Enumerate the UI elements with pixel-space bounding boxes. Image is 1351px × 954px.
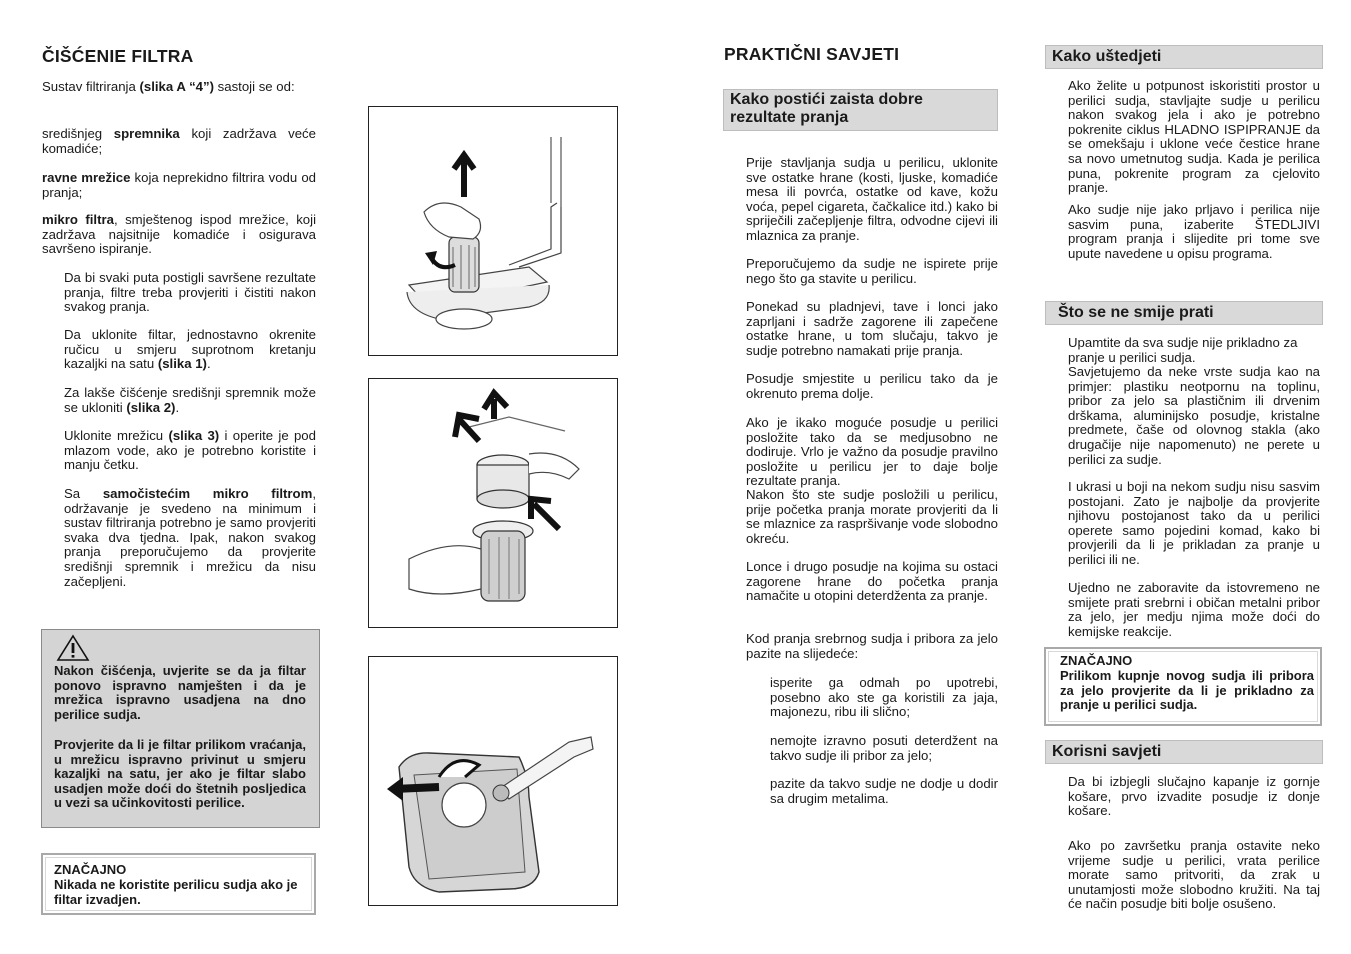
warning-text-1: Nakon čišćenja, uvjerite se da ja filtar ponovo ispravno namješten i da je mrežica ispravno usadjena na dno perilice sudja. <box>54 663 306 722</box>
note-title-right: ZNAČAJNO <box>1060 653 1133 668</box>
section-title-filter-cleaning: ČIŠĆENIE FILTRA <box>42 46 194 66</box>
tip-remove-food: Prije stavljanja sudja u perilicu, uklonite sve ostatke hrane (kosti, ljuske, komadiće mesa ili povrća, ostatke od kave, kožu voća, pepel cigareta, čačkalice itd.) kako bi spriječili začepljenje filtra, odvodne cijevi ili mlaznica za pranje. <box>746 155 998 243</box>
intro-text: Sustav filtriranja (slika A “4”) sastoji se od: <box>42 79 295 94</box>
paragraph-remove-container: Za lakše čišćenje središnji spremnik može se ukloniti (slika 2). <box>64 385 316 415</box>
subheading-useful-tips: Korisni savjeti <box>1045 740 1323 764</box>
paragraph-remove-filter: Da uklonite filtar, jednostavno okrenite ručicu u smjeru suprotnom kretanju kazaljki na satu (slika 1). <box>64 327 316 372</box>
warning-text-2: Provjerite da li je filtar prilikom vraćanja, u mrežicu ispravno privinut u smjeru kazaljki na satu, jer ako je filtar slabo usadjen može doći do štetnih posljedica u vezi sa učinkovitosti perilice. <box>54 737 306 810</box>
important-note-box-right <box>1044 647 1322 726</box>
tip-no-rinse: Preporučujemo da sudje ne ispirete prije nego što ga stavite u perilicu. <box>746 256 998 286</box>
tip-face-down: Posudje smjestite u perilicu tako da je okrenuto prema dolje. <box>746 371 998 401</box>
note-text-right: Prilikom kupnje novog sudja ili pribora za jelo provjerite da li je prikladno za pranje u perilici sudja. <box>1060 668 1314 712</box>
subheading-do-not-wash: Što se ne smije prati <box>1045 301 1323 325</box>
filter-illustration-2 <box>369 379 617 627</box>
filter-part-mesh: ravne mrežice koja neprekidno filtrira vodu od pranja; <box>42 170 316 200</box>
section-title-practical-tips: PRAKTIČNI SAVJETI <box>724 44 900 64</box>
filter-part-container: središnjeg spremnika koji zadržava veće komadiće; <box>42 126 316 156</box>
paragraph-remove-mesh: Uklonite mrežicu (slika 3) i operite je pod mlazom vode, ako je potrebno koristite i manju četku. <box>64 428 316 473</box>
nowash-text-1: Upamtite da sva sudje nije prikladno za pranje u perilici sudja. <box>1068 335 1298 365</box>
useful-text-2: Ako po završetku pranja ostavite neko vrijeme sudje u perilici, vrata perilice morate samo pritvoriti, da zrak u unutamjosti može slobodno kružiti. Na taj će način posudje biti bolje osušeno. <box>1068 838 1320 912</box>
important-note-box <box>41 853 316 915</box>
silver-tip-detergent: nemojte izravno posuti deterdžent na takvo sudje ili pribor za jelo; <box>770 733 998 763</box>
silver-tip-rinse: isperite ga odmah po upotrebi, posebno ako ste ga koristili za jaja, majonezu, ribu ili slično; <box>770 675 998 720</box>
nowash-text-4: Ujedno ne zaboravite da istovremeno ne smijete prati srebrni i običan metalni pribor za jelo, jer medju njima može doći do kemijske reakcije. <box>1068 580 1320 639</box>
tip-soak-burnt: Lonce i drugo posudje na kojima su ostaci zagorene hrane do početka pranja namačite u otopini deterdženta za pranje. <box>746 559 998 604</box>
warning-triangle-icon <box>56 634 90 662</box>
subheading-good-results: Kako postići zaista dobre rezultate pranja <box>723 89 998 131</box>
filter-illustration-1 <box>369 107 617 355</box>
warning-box <box>41 629 320 828</box>
tip-check-sprayers: Nakon što ste sudje posložili u perilicu, prije početka pranja morate provjeriti da li se mlaznice za raspršivanje vode slobodno okreću. <box>746 487 998 546</box>
tip-silverware: Kod pranja srebrnog sudja i pribora za jelo pazite na slijedeće: <box>746 631 998 661</box>
saving-text-1: Ako želite u potpunost iskoristiti prostor u perilici sudja, stavljajte sudje u perilicu nakon svakog jela i ako je potrebno pokrenite ciklus HLADNO ISPIPRANJE da se omekšaju i uklone veće čestice hrane sa novo umetnutog sudja. Kada je perilica puna, pokrenite program za cjelovito pranje. <box>1068 78 1320 196</box>
figure-3-mesh-removal <box>368 656 618 906</box>
paragraph-check-filters: Da bi svaki puta postigli savršene rezultate pranja, filtre treba provjeriti i čistiti nakon svakog pranja. <box>64 270 316 315</box>
tip-soak-pans: Ponekad su pladnjevi, tave i lonci jako zaprljani i sadrže zagorene ili zapečene ostatke hrane, u tom slučaju, takvo je sudje potrebno namakati prije pranja. <box>746 299 998 358</box>
nowash-text-2: Savjetujemo da neke vrste sudja kao na primjer: plastiku neotpornu na toplinu, pribor za jelo sa plastičnim ili drvenim drškama, aluminijsko posudje, kristalne predmete, čaše od olovnog stakla (ako drugačije nije napomenuto) ne perete u perilici za sudje. <box>1068 364 1320 467</box>
paragraph-self-cleaning: Sa samočistećim mikro filtrom, održavanje je svedeno na minimum i sustav filtriranja potrebno je samo provjeriti svaka dva tjedna. Ipak, nakon svakog pranja preporučujemo da provjerite središnji spremnik i mrežicu da nisu začepljeni. <box>64 486 317 589</box>
note-title: ZNAČAJNO <box>54 862 127 877</box>
nowash-text-3: I ukrasi u boji na nekom sudju nisu sasvim postojani. Zato je najbolje da provjerite njihovu postojanost tako da u perilici operete samo pojedini komad, kako bi provjerili da li je prikladan za pranje u perilici ili ne. <box>1068 479 1320 567</box>
silver-tip-metals: pazite da takvo sudje ne dodje u dodir sa drugim metalima. <box>770 776 998 806</box>
subheading-saving: Kako uštedjeti <box>1045 45 1323 69</box>
useful-text-1: Da bi izbjegli slučajno kapanje iz gornje košare, prvo izvadite posudje iz donje košare. <box>1068 774 1320 819</box>
filter-part-microfilter: mikro filtra, smještenog ispod mrežice, koji zadržava najsitnije komadiće i osigurava savršeno ispiranje. <box>42 212 317 257</box>
figure-2-container-removal <box>368 378 618 628</box>
note-text: Nikada ne koristite perilicu sudja ako je filtar izvadjen. <box>54 877 298 907</box>
saving-text-2: Ako sudje nije jako prljavo i perilica nije sasvim puna, izaberite ŠTEDLJIVI program pranja i slijedite pri tome sve upute navedene u opisu programa. <box>1068 202 1320 261</box>
filter-illustration-3 <box>369 657 617 905</box>
figure-1-filter-rotation <box>368 106 618 356</box>
tip-no-touch: Ako je ikako moguće posudje u perilici posložite tako da se medjusobno ne dodiruje. Vrlo je važno da posudje pravilno posložite u perilicu jer to daje bolje rezultate pranja. <box>746 415 998 489</box>
